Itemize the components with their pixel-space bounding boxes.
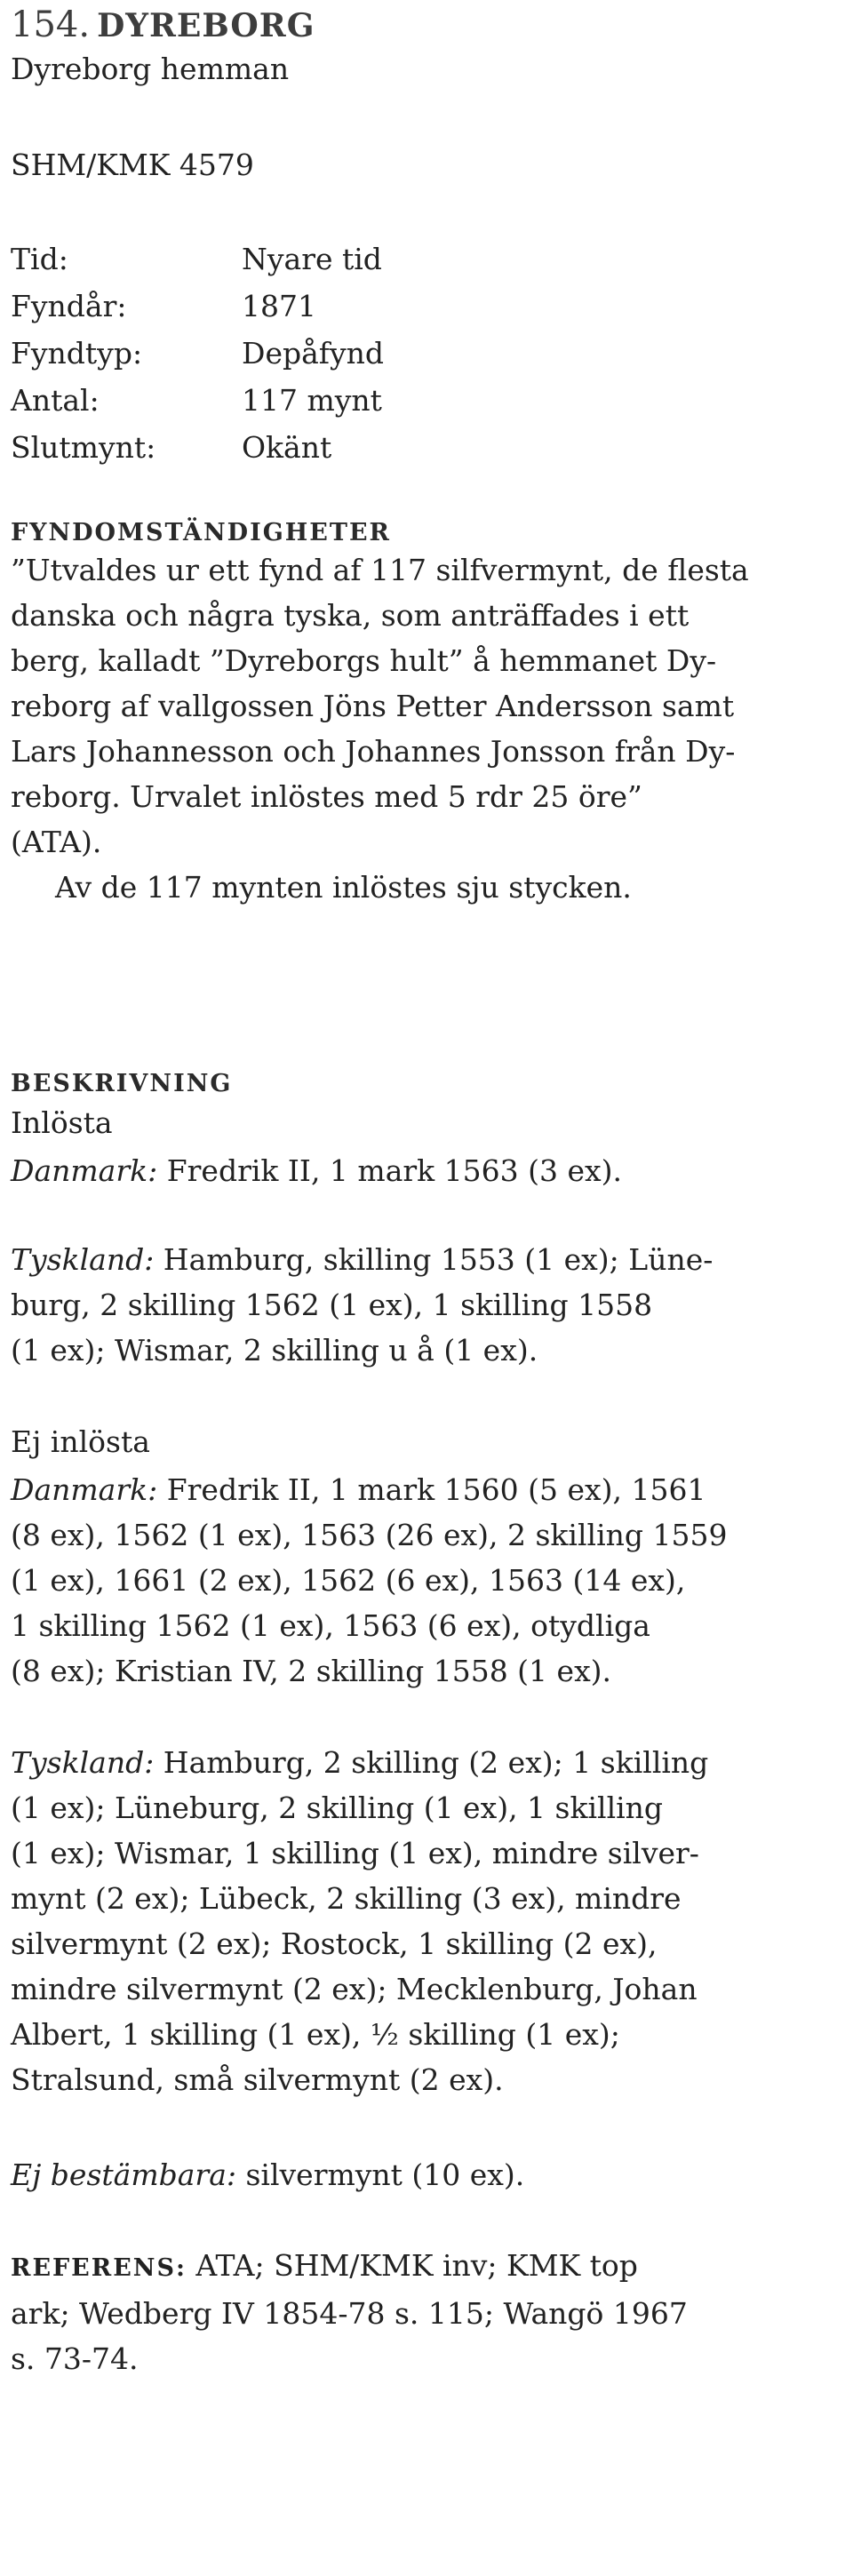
- text-line: (8 ex), 1562 (1 ex), 1563 (26 ex), 2 skilling 1559: [11, 1518, 728, 1552]
- meta-row-tid: [11, 238, 382, 281]
- entry-title: [11, 4, 315, 47]
- inventory-number: SHM/KMK 4579: [11, 148, 254, 182]
- country-label: Danmark:: [11, 1472, 158, 1507]
- meta-value: Depåfynd: [242, 336, 385, 371]
- coin-list: Hamburg, skilling 1553 (1 ex); Lüne-: [154, 1242, 713, 1277]
- redeemed-label: Inlösta: [11, 1105, 113, 1140]
- entry-number: 154.: [11, 4, 91, 45]
- meta-row-antal: [11, 379, 382, 422]
- text-line: 1 skilling 1562 (1 ex), 1563 (6 ex), otydliga: [11, 1608, 650, 1643]
- redeemed-denmark: [11, 1148, 846, 1193]
- redeemed-germany: [11, 1237, 846, 1373]
- coin-list: silvermynt (10 ex).: [236, 2157, 525, 2192]
- meta-value: 1871: [242, 289, 316, 323]
- meta-value: 117 mynt: [242, 383, 382, 418]
- not-redeemed-denmark: [11, 1467, 846, 1694]
- text-line: ark; Wedberg IV 1854-78 s. 115; Wangö 1967: [11, 2296, 688, 2331]
- text-line: (1 ex), 1661 (2 ex), 1562 (6 ex), 1563 (14 ex),: [11, 1563, 686, 1598]
- country-label: Tyskland:: [11, 1242, 155, 1277]
- meta-value: Okänt: [242, 430, 332, 465]
- meta-row-slutmynt: [11, 427, 331, 469]
- text-line: Stralsund, små silvermynt (2 ex).: [11, 2062, 504, 2097]
- meta-label: Antal:: [11, 383, 100, 418]
- meta-label: Fyndtyp:: [11, 336, 143, 371]
- undetermined-label: Ej bestämbara:: [11, 2157, 236, 2192]
- meta-label: Fyndår:: [11, 289, 127, 323]
- text-line: ”Utvaldes ur ett fynd af 117 silfvermynt, de flesta: [11, 553, 749, 587]
- coin-list: Fredrik II, 1 mark 1563 (3 ex).: [157, 1153, 622, 1188]
- text-line: s. 73-74.: [11, 2341, 139, 2376]
- country-label: Tyskland:: [11, 1745, 155, 1780]
- text-line: mindre silvermynt (2 ex); Mecklenburg, Johan: [11, 1972, 698, 2006]
- references: [11, 2243, 846, 2381]
- text-line: silvermynt (2 ex); Rostock, 1 skilling (2 ex),: [11, 1926, 658, 1961]
- country-label: Danmark:: [11, 1153, 158, 1188]
- circumstances-note: Av de 117 mynten inlöstes sju stycken.: [55, 870, 632, 905]
- place-name: Dyreborg hemman: [11, 52, 290, 86]
- text-line: (1 ex); Wismar, 1 skilling (1 ex), mindre silver-: [11, 1836, 699, 1870]
- not-redeemed-label: Ej inlösta: [11, 1424, 150, 1459]
- meta-label: Tid:: [11, 242, 68, 276]
- text-line: Albert, 1 skilling (1 ex), ½ skilling (1 ex);: [11, 2017, 620, 2052]
- undetermined: [11, 2152, 846, 2197]
- text-line: burg, 2 skilling 1562 (1 ex), 1 skilling 1558: [11, 1288, 653, 1322]
- text-line: danska och några tyska, som anträffades i ett: [11, 598, 690, 633]
- circumstances-text: [11, 547, 846, 910]
- entry-name: DYREBORG: [97, 7, 315, 44]
- meta-row-fyndtyp: [11, 332, 384, 375]
- references-label: REFERENS:: [11, 2254, 187, 2282]
- not-redeemed-germany: [11, 1740, 846, 2102]
- text-line: reborg af vallgossen Jöns Petter Andersson samt: [11, 689, 735, 723]
- meta-label: Slutmynt:: [11, 430, 156, 465]
- coin-list: Hamburg, 2 skilling (2 ex); 1 skilling: [154, 1745, 709, 1780]
- text-line: Lars Johannesson och Johannes Jonsson från Dy-: [11, 734, 736, 769]
- text-line: berg, kalladt ”Dyreborgs hult” å hemmanet Dy-: [11, 643, 717, 678]
- text-line: (8 ex); Kristian IV, 2 skilling 1558 (1 ex).: [11, 1654, 612, 1688]
- text-line: reborg. Urvalet inlöstes med 5 rdr 25 öre”: [11, 779, 642, 814]
- description-heading: BESKRIVNING: [11, 1070, 233, 1097]
- circumstances-heading: FYNDOMSTÄNDIGHETER: [11, 519, 391, 546]
- text-line: mynt (2 ex); Lübeck, 2 skilling (3 ex), mindre: [11, 1881, 682, 1916]
- meta-value: Nyare tid: [242, 242, 382, 276]
- text-line: (1 ex); Wismar, 2 skilling u å (1 ex).: [11, 1333, 538, 1368]
- meta-row-fyndar: [11, 285, 316, 328]
- text-line: (ATA).: [11, 825, 102, 859]
- reference-list: ATA; SHM/KMK inv; KMK top: [186, 2248, 638, 2283]
- text-line: (1 ex); Lüneburg, 2 skilling (1 ex), 1 skilling: [11, 1790, 664, 1825]
- coin-list: Fredrik II, 1 mark 1560 (5 ex), 1561: [157, 1472, 706, 1507]
